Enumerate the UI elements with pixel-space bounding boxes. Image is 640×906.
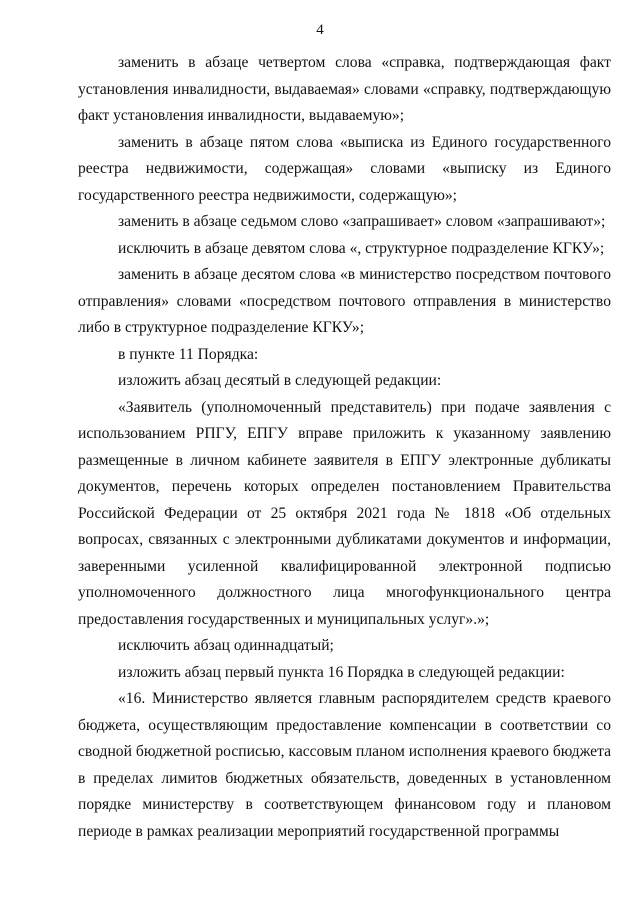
page-number: 4 — [316, 22, 324, 38]
paragraph-8: «Заявитель (уполномоченный представитель) при подаче заявления с использованием РПГУ, ЕПГУ вправе приложить к указанному заявлению размещенные в личном кабинете заявителя в ЕПГУ электронные дубликаты документов, перечень которых определен постановлением Правительства Российской Федерации от 25 октября 2021 года № 1818 «Об отдельных вопросах, связанных с электронными дубликатами документов и информации, заверенными усиленной квалифицированной электронной подписью уполномоченного должностного лица многофункционального центра предоставления государственных и муниципальных услуг».»; — [78, 398, 611, 628]
paragraph-4: исключить в абзаце девятом слова «, структурное подразделение КГКУ»; — [118, 239, 605, 257]
paragraph-10: изложить абзац первый пункта 16 Порядка в следующей редакции: — [118, 663, 565, 681]
paragraph-3: заменить в абзаце седьмом слово «запрашивает» словом «запрашивают»; — [118, 213, 606, 230]
paragraph-5: заменить в абзаце десятом слова «в министерство посредством почтового отправления» словами «посредством почтового отправления в министерство либо в структурное подразделение КГКУ»; — [78, 266, 611, 336]
paragraph-6: в пункте 11 Порядка: — [118, 345, 259, 363]
paragraph-2: заменить в абзаце пятом слова «выписка из Единого государственного реестра недвижимости, содержащая» словами «выписку из Единого государственного реестра недвижимости, содержащую»; — [78, 133, 611, 204]
paragraph-7: изложить абзац десятый в следующей редакции: — [118, 372, 442, 389]
paragraph-11: «16. Министерство является главным распорядителем средств краевого бюджета, осуществляющим предоставление компенсации в соответствии со сводной бюджетной росписью, кассовым планом исполнения краевого бюджета в пределах лимитов бюджетных обязательств, доведенных в установленном порядке министерству в соответствующем финансовом году и плановом периоде в рамках реализации мероприятий государственной программы — [78, 690, 611, 840]
paragraph-1: заменить в абзаце четвертом слова «справка, подтверждающая факт установления инвалидности, выдаваемая» словами «справку, подтверждающую факт установления инвалидности, выдаваемую»; — [78, 54, 611, 124]
document-body — [78, 50, 611, 845]
paragraph-9: исключить абзац одиннадцатый; — [118, 637, 334, 654]
